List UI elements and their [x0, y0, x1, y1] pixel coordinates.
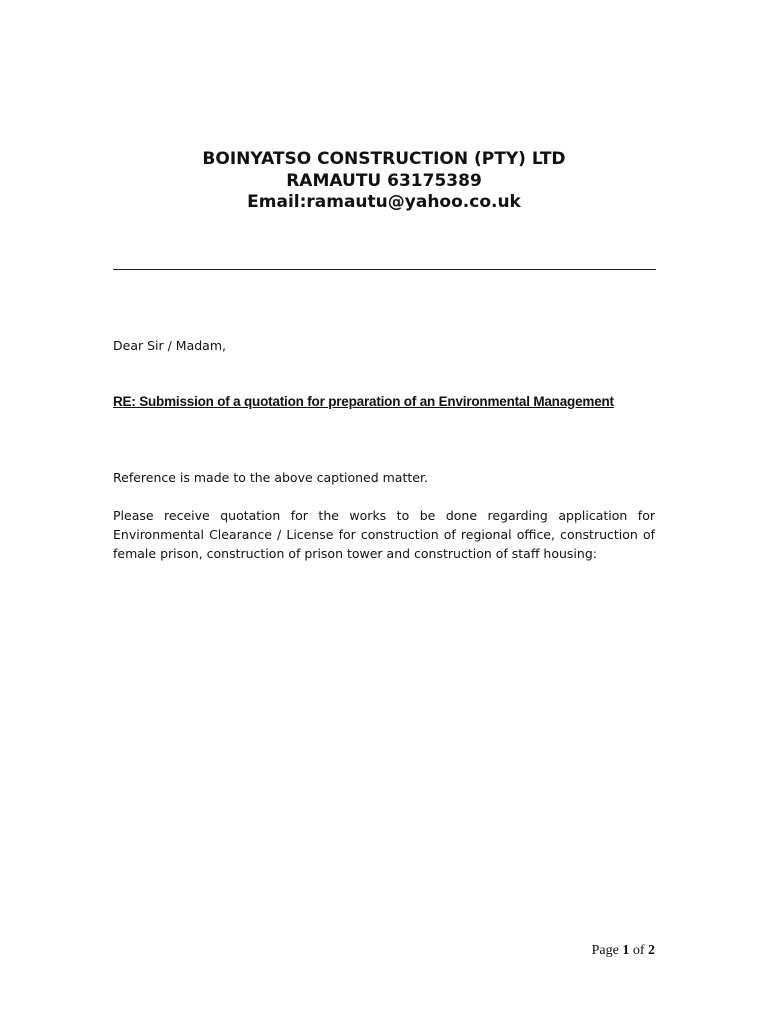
salutation: Dear Sir / Madam, [113, 338, 226, 353]
paragraph-reference: Reference is made to the above captioned matter. [113, 470, 428, 485]
subject-line: RE: Submission of a quotation for preparation of an Environmental Management [113, 394, 614, 409]
page-footer [592, 941, 655, 961]
company-name: BOINYATSO CONSTRUCTION (PTY) LTD [202, 149, 566, 169]
page-label: Page [591, 943, 619, 958]
total-page-count: 2 [648, 943, 655, 958]
contact-line: RAMAUTU 63175389 [286, 170, 482, 191]
letterhead-divider [113, 269, 656, 270]
of-label: of [632, 943, 645, 958]
letterhead [0, 149, 768, 214]
paragraph-quotation: Please receive quotation for the works to be done regarding application for Environmental Clearance / License for construction of regional office, construction of female prison, construction of prison tower and construction of staff housing: [113, 508, 655, 561]
email-line: Email:ramautu@yahoo.co.uk [247, 192, 521, 212]
current-page-number: 1 [622, 943, 630, 958]
